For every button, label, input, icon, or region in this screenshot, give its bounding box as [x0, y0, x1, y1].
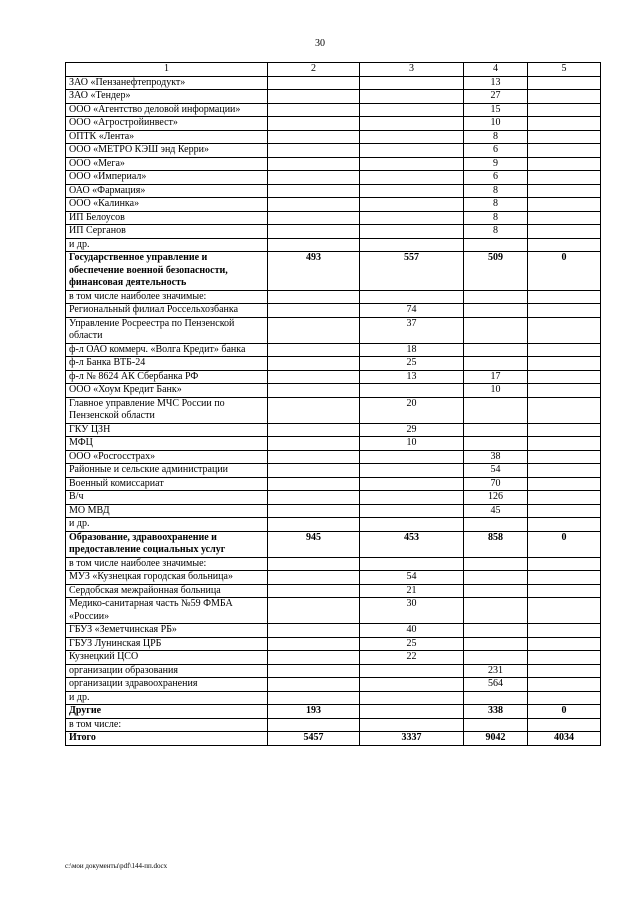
value-cell: 30	[360, 598, 464, 624]
value-cell	[360, 103, 464, 117]
row-label-cell: МО МВД	[66, 504, 268, 518]
value-cell	[268, 384, 360, 398]
value-cell: 9	[464, 157, 528, 171]
value-cell	[360, 157, 464, 171]
value-cell	[360, 450, 464, 464]
value-cell: 27	[464, 90, 528, 104]
row-label-cell: ЗАО «Пензанефтепродукт»	[66, 76, 268, 90]
table-row	[66, 598, 601, 624]
value-cell: 3337	[360, 732, 464, 746]
value-cell: 0	[528, 252, 601, 291]
value-cell	[360, 90, 464, 104]
value-cell	[528, 304, 601, 318]
value-cell	[360, 238, 464, 252]
column-header: 3	[360, 63, 464, 77]
row-label-cell: Сердобская межрайонная больница	[66, 584, 268, 598]
value-cell	[528, 678, 601, 692]
value-cell	[528, 357, 601, 371]
value-cell	[528, 384, 601, 398]
value-cell	[360, 664, 464, 678]
table-row	[66, 678, 601, 692]
value-cell	[528, 651, 601, 665]
table-row	[66, 76, 601, 90]
row-label-cell: ЗАО «Тендер»	[66, 90, 268, 104]
value-cell: 338	[464, 705, 528, 719]
table-row	[66, 691, 601, 705]
value-cell	[528, 157, 601, 171]
value-cell	[528, 343, 601, 357]
table-row	[66, 90, 601, 104]
value-cell	[360, 491, 464, 505]
value-cell	[528, 477, 601, 491]
value-cell: 70	[464, 477, 528, 491]
value-cell	[464, 637, 528, 651]
value-cell	[268, 423, 360, 437]
row-label-cell: Итого	[66, 732, 268, 746]
value-cell	[360, 464, 464, 478]
value-cell: 20	[360, 397, 464, 423]
value-cell	[464, 584, 528, 598]
row-label-cell: Образование, здравоохранение и предоставление социальных услуг	[66, 531, 268, 557]
row-label-cell: в том числе наиболее значимые:	[66, 557, 268, 571]
row-label-cell: ОПТК «Лента»	[66, 130, 268, 144]
row-label-cell: Другие	[66, 705, 268, 719]
value-cell: 6	[464, 171, 528, 185]
value-cell	[268, 571, 360, 585]
table-row	[66, 117, 601, 131]
value-cell	[528, 144, 601, 158]
value-cell: 8	[464, 184, 528, 198]
row-label-cell: Кузнецкий ЦСО	[66, 651, 268, 665]
value-cell	[268, 477, 360, 491]
row-label-cell: ф-л Банка ВТБ-24	[66, 357, 268, 371]
table-row	[66, 571, 601, 585]
value-cell: 557	[360, 252, 464, 291]
table-row	[66, 584, 601, 598]
value-cell	[268, 157, 360, 171]
value-cell: 54	[360, 571, 464, 585]
row-label-cell: Управление Росреестра по Пензенской области	[66, 317, 268, 343]
value-cell: 0	[528, 705, 601, 719]
value-cell	[528, 571, 601, 585]
row-label-cell: организации образования	[66, 664, 268, 678]
value-cell	[528, 117, 601, 131]
value-cell	[528, 518, 601, 532]
value-cell	[464, 238, 528, 252]
row-label-cell: ООО «Мега»	[66, 157, 268, 171]
value-cell	[528, 90, 601, 104]
value-cell	[528, 664, 601, 678]
row-label-cell: организации здравоохранения	[66, 678, 268, 692]
value-cell	[464, 651, 528, 665]
table-row	[66, 637, 601, 651]
value-cell: 8	[464, 225, 528, 239]
value-cell	[268, 290, 360, 304]
value-cell: 5457	[268, 732, 360, 746]
value-cell	[268, 130, 360, 144]
value-cell	[528, 211, 601, 225]
row-label-cell: ИП Белоусов	[66, 211, 268, 225]
row-label-cell: и др.	[66, 691, 268, 705]
value-cell: 126	[464, 491, 528, 505]
row-label-cell: ООО «Агентство деловой информации»	[66, 103, 268, 117]
value-cell: 45	[464, 504, 528, 518]
table-row	[66, 651, 601, 665]
value-cell: 193	[268, 705, 360, 719]
value-cell	[268, 504, 360, 518]
value-cell: 17	[464, 370, 528, 384]
table-row	[66, 103, 601, 117]
row-label-cell: ОАО «Фармация»	[66, 184, 268, 198]
table-row	[66, 370, 601, 384]
value-cell: 25	[360, 357, 464, 371]
value-cell	[268, 678, 360, 692]
value-cell	[268, 691, 360, 705]
table-row	[66, 130, 601, 144]
table-row	[66, 384, 601, 398]
value-cell	[528, 437, 601, 451]
value-cell	[528, 317, 601, 343]
value-cell	[268, 304, 360, 318]
value-cell	[360, 477, 464, 491]
value-cell: 493	[268, 252, 360, 291]
value-cell	[268, 584, 360, 598]
column-header: 4	[464, 63, 528, 77]
value-cell	[464, 718, 528, 732]
table-row	[66, 491, 601, 505]
table-row	[66, 397, 601, 423]
value-cell: 13	[464, 76, 528, 90]
table-row	[66, 732, 601, 746]
value-cell: 858	[464, 531, 528, 557]
value-cell	[464, 343, 528, 357]
value-cell	[528, 598, 601, 624]
value-cell: 9042	[464, 732, 528, 746]
table-header-row	[66, 63, 601, 77]
row-label-cell: МУЗ «Кузнецкая городская больница»	[66, 571, 268, 585]
value-cell	[268, 317, 360, 343]
row-label-cell: Главное управление МЧС России по Пензенской области	[66, 397, 268, 423]
table-row	[66, 531, 601, 557]
value-cell	[268, 651, 360, 665]
row-label-cell: Медико-санитарная часть №59 ФМБА «России»	[66, 598, 268, 624]
table-row	[66, 252, 601, 291]
value-cell	[268, 491, 360, 505]
value-cell	[360, 76, 464, 90]
value-cell: 0	[528, 531, 601, 557]
value-cell: 509	[464, 252, 528, 291]
value-cell: 10	[464, 117, 528, 131]
row-label-cell: в том числе наиболее значимые:	[66, 290, 268, 304]
value-cell	[528, 184, 601, 198]
table-row	[66, 343, 601, 357]
table-row	[66, 450, 601, 464]
data-table	[65, 62, 601, 746]
table-row	[66, 557, 601, 571]
row-label-cell: Военный комиссариат	[66, 477, 268, 491]
value-cell	[360, 290, 464, 304]
value-cell	[268, 238, 360, 252]
table-row	[66, 211, 601, 225]
table-row	[66, 718, 601, 732]
value-cell: 13	[360, 370, 464, 384]
value-cell	[268, 117, 360, 131]
table-row	[66, 464, 601, 478]
value-cell: 8	[464, 198, 528, 212]
value-cell	[360, 504, 464, 518]
value-cell	[360, 211, 464, 225]
value-cell	[268, 225, 360, 239]
value-cell	[268, 437, 360, 451]
value-cell: 10	[464, 384, 528, 398]
value-cell: 21	[360, 584, 464, 598]
value-cell	[360, 691, 464, 705]
file-path-footer: c:\мои документы\pdf\144-пп.docx	[65, 862, 168, 870]
value-cell	[268, 357, 360, 371]
value-cell	[268, 76, 360, 90]
value-cell	[268, 90, 360, 104]
row-label-cell: Региональный филиал Россельхозбанка	[66, 304, 268, 318]
value-cell	[268, 184, 360, 198]
value-cell	[268, 637, 360, 651]
value-cell	[268, 211, 360, 225]
value-cell	[464, 423, 528, 437]
value-cell	[528, 238, 601, 252]
value-cell	[528, 76, 601, 90]
value-cell	[464, 518, 528, 532]
value-cell	[528, 370, 601, 384]
value-cell	[360, 718, 464, 732]
value-cell	[464, 598, 528, 624]
value-cell: 4034	[528, 732, 601, 746]
value-cell	[268, 397, 360, 423]
value-cell: 37	[360, 317, 464, 343]
value-cell: 25	[360, 637, 464, 651]
value-cell	[528, 225, 601, 239]
row-label-cell: Государственное управление и обеспечение военной безопасности, финансовая деятельность	[66, 252, 268, 291]
value-cell	[360, 198, 464, 212]
value-cell	[360, 518, 464, 532]
value-cell	[528, 290, 601, 304]
value-cell	[268, 103, 360, 117]
row-label-cell: ООО «Агростройинвест»	[66, 117, 268, 131]
value-cell	[360, 705, 464, 719]
value-cell	[528, 397, 601, 423]
table-row	[66, 705, 601, 719]
table-row	[66, 624, 601, 638]
value-cell	[464, 691, 528, 705]
column-header: 1	[66, 63, 268, 77]
row-label-cell: ООО «Калинка»	[66, 198, 268, 212]
table-row	[66, 317, 601, 343]
value-cell	[268, 624, 360, 638]
value-cell: 40	[360, 624, 464, 638]
row-label-cell: ф-л № 8624 АК Сбербанка РФ	[66, 370, 268, 384]
value-cell	[528, 103, 601, 117]
value-cell: 8	[464, 130, 528, 144]
value-cell	[268, 598, 360, 624]
value-cell	[464, 397, 528, 423]
value-cell: 29	[360, 423, 464, 437]
value-cell	[360, 678, 464, 692]
value-cell	[528, 557, 601, 571]
row-label-cell: в том числе:	[66, 718, 268, 732]
table-row	[66, 504, 601, 518]
value-cell: 453	[360, 531, 464, 557]
value-cell: 74	[360, 304, 464, 318]
value-cell: 8	[464, 211, 528, 225]
row-label-cell: ООО «Росгосстрах»	[66, 450, 268, 464]
value-cell	[464, 317, 528, 343]
value-cell	[268, 370, 360, 384]
table-row	[66, 157, 601, 171]
value-cell	[360, 130, 464, 144]
table-row	[66, 518, 601, 532]
table-row	[66, 477, 601, 491]
value-cell	[528, 624, 601, 638]
table-row	[66, 664, 601, 678]
table-row	[66, 357, 601, 371]
value-cell	[360, 225, 464, 239]
value-cell	[268, 171, 360, 185]
value-cell: 564	[464, 678, 528, 692]
value-cell	[528, 130, 601, 144]
row-label-cell: ГКУ ЦЗН	[66, 423, 268, 437]
page-number: 30	[315, 38, 325, 49]
value-cell	[464, 304, 528, 318]
value-cell: 6	[464, 144, 528, 158]
value-cell: 22	[360, 651, 464, 665]
value-cell	[268, 198, 360, 212]
table-row	[66, 290, 601, 304]
row-label-cell: ИП Серганов	[66, 225, 268, 239]
value-cell	[360, 117, 464, 131]
value-cell	[268, 718, 360, 732]
row-label-cell: ГБУЗ «Земетчинская РБ»	[66, 624, 268, 638]
value-cell	[360, 384, 464, 398]
row-label-cell: и др.	[66, 238, 268, 252]
value-cell	[528, 198, 601, 212]
value-cell	[528, 423, 601, 437]
row-label-cell: ГБУЗ Лунинская ЦРБ	[66, 637, 268, 651]
value-cell	[268, 450, 360, 464]
value-cell: 38	[464, 450, 528, 464]
table-row	[66, 144, 601, 158]
value-cell	[268, 464, 360, 478]
column-header: 5	[528, 63, 601, 77]
value-cell	[464, 557, 528, 571]
value-cell	[528, 464, 601, 478]
value-cell	[528, 691, 601, 705]
value-cell: 231	[464, 664, 528, 678]
value-cell	[360, 557, 464, 571]
value-cell	[268, 664, 360, 678]
row-label-cell: МФЦ	[66, 437, 268, 451]
row-label-cell: ф-л ОАО коммерч. «Волга Кредит» банка	[66, 343, 268, 357]
row-label-cell: и др.	[66, 518, 268, 532]
row-label-cell: Районные и сельские администрации	[66, 464, 268, 478]
table-row	[66, 171, 601, 185]
value-cell	[360, 144, 464, 158]
table-row	[66, 304, 601, 318]
column-header: 2	[268, 63, 360, 77]
value-cell: 15	[464, 103, 528, 117]
value-cell	[268, 144, 360, 158]
value-cell	[464, 571, 528, 585]
value-cell	[528, 491, 601, 505]
value-cell: 18	[360, 343, 464, 357]
value-cell	[464, 437, 528, 451]
table-row	[66, 238, 601, 252]
value-cell	[360, 171, 464, 185]
value-cell	[528, 637, 601, 651]
value-cell	[464, 624, 528, 638]
value-cell	[268, 343, 360, 357]
value-cell	[528, 450, 601, 464]
value-cell: 945	[268, 531, 360, 557]
row-label-cell: ООО «МЕТРО КЭШ энд Керри»	[66, 144, 268, 158]
row-label-cell: В/ч	[66, 491, 268, 505]
value-cell	[528, 584, 601, 598]
value-cell	[528, 171, 601, 185]
table-row	[66, 423, 601, 437]
value-cell: 10	[360, 437, 464, 451]
value-cell	[268, 557, 360, 571]
table-row	[66, 184, 601, 198]
value-cell	[528, 718, 601, 732]
value-cell	[268, 518, 360, 532]
table-row	[66, 198, 601, 212]
row-label-cell: ООО «Хоум Кредит Банк»	[66, 384, 268, 398]
value-cell	[360, 184, 464, 198]
value-cell	[528, 504, 601, 518]
table-row	[66, 225, 601, 239]
value-cell: 54	[464, 464, 528, 478]
row-label-cell: ООО «Империал»	[66, 171, 268, 185]
table-row	[66, 437, 601, 451]
value-cell	[464, 290, 528, 304]
value-cell	[464, 357, 528, 371]
